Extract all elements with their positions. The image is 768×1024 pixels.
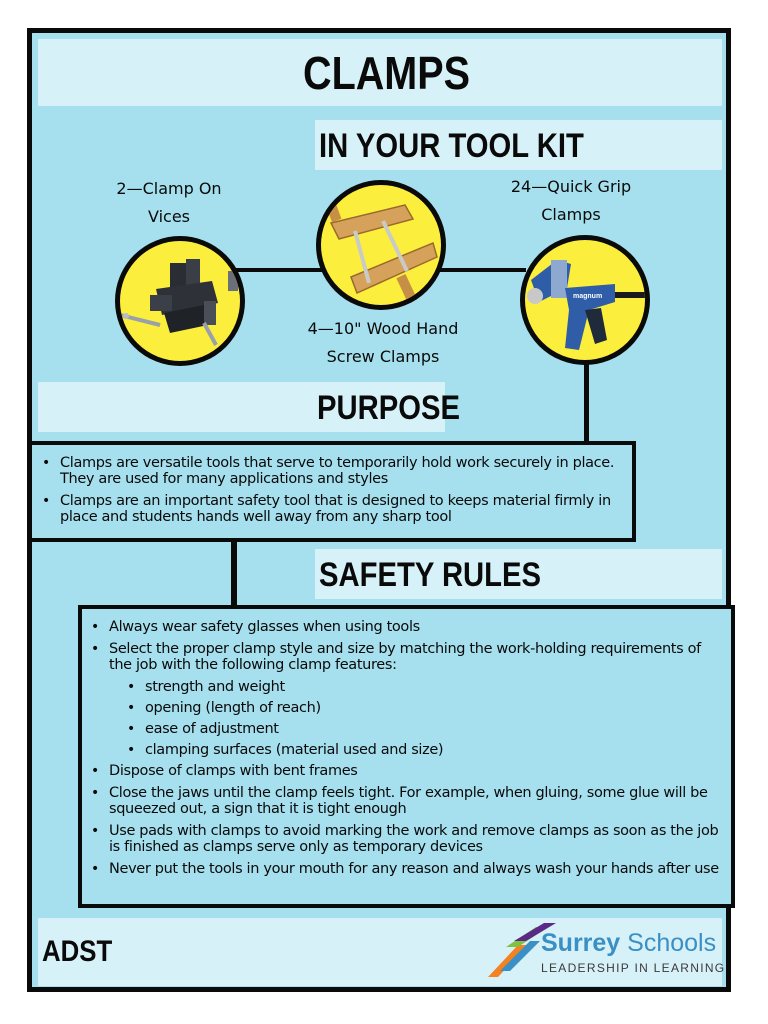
bench-vice-illustration xyxy=(120,241,240,361)
safety-heading: SAFETY RULES xyxy=(319,556,542,594)
safety-rule-4: • Close the jaws until the clamp feels tight. For example, when gluing, some glue will be squeezed out, a sign that it is tight enough xyxy=(87,785,725,817)
wood-clamp-image-circle xyxy=(316,180,446,310)
connector-grip-to-purpose xyxy=(584,358,589,444)
footer-banner xyxy=(38,918,726,986)
wood-hand-screw-clamp-illustration xyxy=(321,185,441,305)
purpose-heading: PURPOSE xyxy=(317,389,460,427)
logo-tagline: LEADERSHIP IN LEARNING xyxy=(541,961,726,975)
tool-label-wood-line1: 4—10" Wood Hand xyxy=(307,319,459,338)
tool-label-wood-line2: Screw Clamps xyxy=(326,347,440,366)
connector-vice-to-wood xyxy=(236,268,326,272)
safety-rule-1: • Always wear safety glasses when using tools xyxy=(87,619,725,635)
safety-rule-5: • Use pads with clamps to avoid marking the work and remove clamps as soon as the job is finished as clamps serve only as temporary devices xyxy=(87,823,725,855)
safety-rule-6: • Never put the tools in your mouth for any reason and always wash your hands after use xyxy=(87,861,725,877)
purpose-bullet-2: • Clamps are an important safety tool that is designed to keeps material firmly in place and students hands well away from any sharp tool xyxy=(38,493,622,525)
purpose-banner xyxy=(38,382,460,432)
tool-label-grip-line2: Clamps xyxy=(541,205,601,224)
safety-box xyxy=(78,605,735,908)
connector-wood-to-grip xyxy=(438,268,526,272)
clamp-feature-3: • ease of adjustment xyxy=(87,721,725,737)
purpose-list xyxy=(38,455,622,525)
title-banner xyxy=(38,39,722,106)
adst-label: ADST xyxy=(42,935,113,968)
clamp-feature-2: • opening (length of reach) xyxy=(87,700,725,716)
connector-purpose-to-safety xyxy=(231,538,237,608)
purpose-bullet-1: • Clamps are versatile tools that serve to temporarily hold work securely in place. They are used for many applications and styles xyxy=(38,455,622,487)
safety-rule-3: • Dispose of clamps with bent frames xyxy=(87,763,725,779)
purpose-box xyxy=(28,441,636,542)
safety-rule-2: • Select the proper clamp style and size by matching the work-holding requirements of the job with the following clamp features: xyxy=(87,641,725,673)
magnum-brand-label: magnum xyxy=(573,293,603,300)
tool-kit-banner xyxy=(315,120,722,170)
tool-label-grip-line1: 24—Quick Grip xyxy=(510,177,632,196)
quick-grip-clamp-illustration xyxy=(525,240,645,360)
vice-image-circle xyxy=(115,236,245,366)
clamp-feature-1: • strength and weight xyxy=(87,679,725,695)
logo-name-bold: Surrey xyxy=(541,929,621,957)
tool-label-vices-line1: 2—Clamp On xyxy=(116,179,222,198)
quick-grip-image-circle xyxy=(520,235,650,365)
tool-label-vices xyxy=(94,175,244,231)
clamp-feature-4: • clamping surfaces (material used and size) xyxy=(87,742,725,758)
surrey-schools-name xyxy=(541,928,716,958)
page-title: CLAMPS xyxy=(303,47,471,99)
tool-label-wood-clamps xyxy=(283,315,483,371)
safety-banner xyxy=(315,549,722,599)
tool-label-vices-line2: Vices xyxy=(147,207,190,226)
tool-label-quick-grip xyxy=(496,173,646,229)
tool-kit-heading: IN YOUR TOOL KIT xyxy=(319,127,584,165)
logo-name-rest: Schools xyxy=(620,929,717,957)
safety-rules-list xyxy=(87,619,725,877)
